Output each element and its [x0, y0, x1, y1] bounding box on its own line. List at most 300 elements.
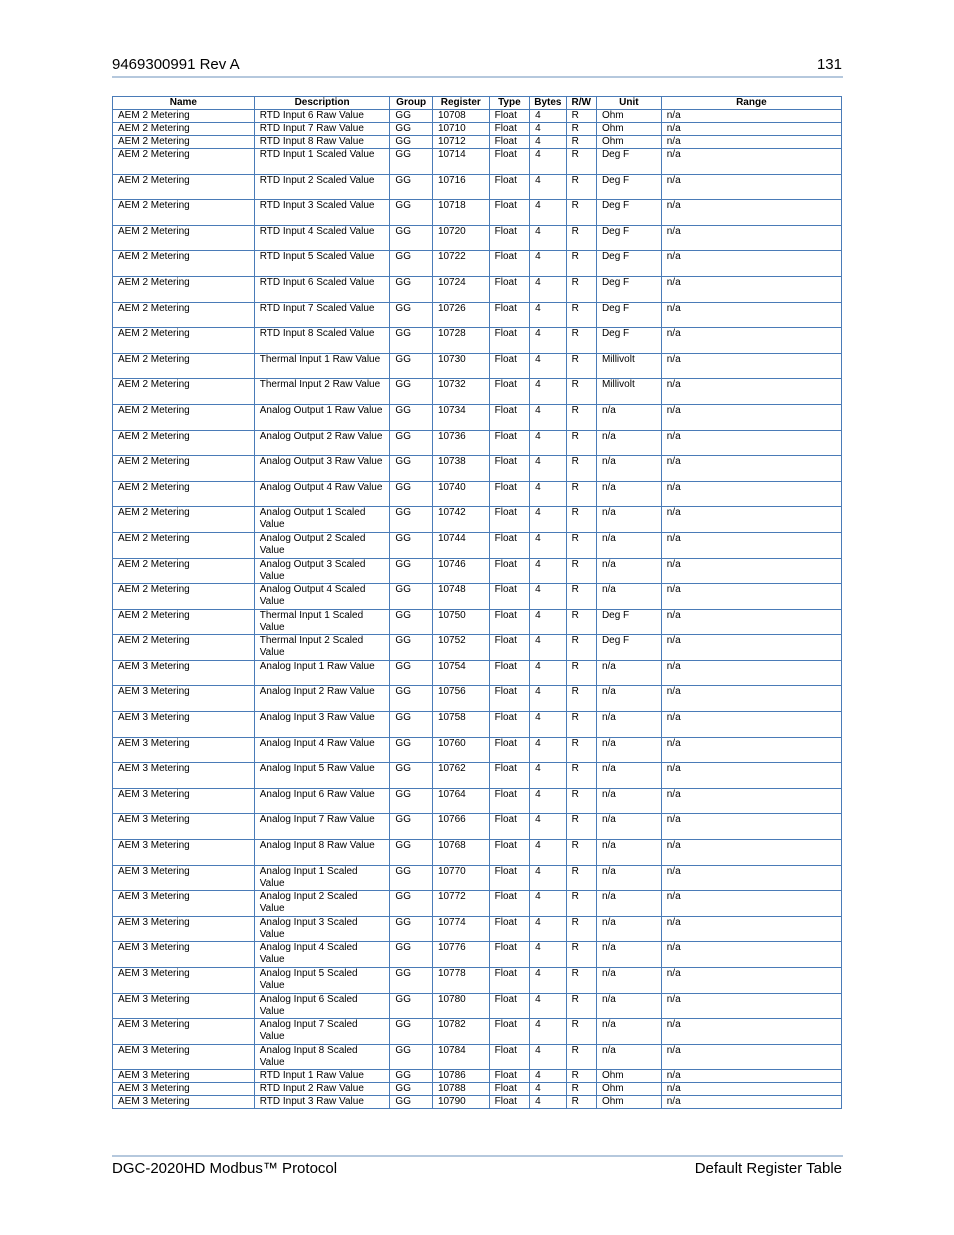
table-row [113, 404, 842, 430]
cell-group: GG [390, 763, 433, 789]
cell-range: n/a [661, 584, 841, 610]
cell-rw: R [566, 891, 596, 917]
cell-bytes: 4 [530, 968, 566, 994]
cell-range: n/a [661, 379, 841, 405]
cell-rw: R [566, 584, 596, 610]
cell-bytes: 4 [530, 788, 566, 814]
cell-group: GG [390, 942, 433, 968]
cell-range: n/a [661, 123, 841, 136]
cell-group: GG [390, 814, 433, 840]
cell-bytes: 4 [530, 149, 566, 175]
cell-description: RTD Input 4 Scaled Value [254, 225, 390, 251]
cell-name: AEM 2 Metering [113, 149, 255, 175]
cell-register: 10738 [432, 456, 489, 482]
cell-rw: R [566, 174, 596, 200]
cell-register: 10756 [432, 686, 489, 712]
cell-name: AEM 3 Metering [113, 1096, 255, 1109]
cell-group: GG [390, 379, 433, 405]
cell-group: GG [390, 225, 433, 251]
cell-range: n/a [661, 558, 841, 584]
cell-group: GG [390, 174, 433, 200]
cell-range: n/a [661, 968, 841, 994]
cell-unit: n/a [596, 456, 661, 482]
cell-type: Float [489, 660, 530, 686]
cell-description: Analog Input 6 Scaled Value [254, 993, 390, 1019]
table-row [113, 123, 842, 136]
cell-group: GG [390, 110, 433, 123]
cell-group: GG [390, 1019, 433, 1045]
header-divider [112, 76, 843, 78]
table-row [113, 353, 842, 379]
cell-group: GG [390, 302, 433, 328]
cell-register: 10712 [432, 136, 489, 149]
cell-bytes: 4 [530, 174, 566, 200]
cell-rw: R [566, 609, 596, 635]
cell-range: n/a [661, 225, 841, 251]
table-row [113, 110, 842, 123]
cell-group: GG [390, 1083, 433, 1096]
cell-rw: R [566, 481, 596, 507]
column-header: Range [661, 97, 841, 110]
cell-rw: R [566, 712, 596, 738]
cell-name: AEM 3 Metering [113, 1070, 255, 1083]
cell-name: AEM 2 Metering [113, 635, 255, 661]
cell-group: GG [390, 149, 433, 175]
cell-description: RTD Input 3 Raw Value [254, 1096, 390, 1109]
page-number: 131 [816, 56, 842, 73]
cell-rw: R [566, 200, 596, 226]
cell-range: n/a [661, 1019, 841, 1045]
cell-bytes: 4 [530, 404, 566, 430]
cell-group: GG [390, 136, 433, 149]
cell-type: Float [489, 840, 530, 866]
cell-name: AEM 3 Metering [113, 891, 255, 917]
page-header [112, 56, 842, 76]
cell-type: Float [489, 814, 530, 840]
cell-description: Analog Input 8 Raw Value [254, 840, 390, 866]
cell-name: AEM 3 Metering [113, 1044, 255, 1070]
cell-rw: R [566, 507, 596, 533]
cell-name: AEM 3 Metering [113, 788, 255, 814]
cell-register: 10746 [432, 558, 489, 584]
cell-group: GG [390, 993, 433, 1019]
cell-description: RTD Input 7 Scaled Value [254, 302, 390, 328]
cell-rw: R [566, 788, 596, 814]
cell-register: 10770 [432, 865, 489, 891]
cell-rw: R [566, 532, 596, 558]
cell-register: 10750 [432, 609, 489, 635]
cell-range: n/a [661, 200, 841, 226]
cell-unit: n/a [596, 558, 661, 584]
table-row [113, 993, 842, 1019]
cell-register: 10734 [432, 404, 489, 430]
cell-description: Analog Input 7 Raw Value [254, 814, 390, 840]
cell-bytes: 4 [530, 251, 566, 277]
cell-register: 10718 [432, 200, 489, 226]
cell-type: Float [489, 302, 530, 328]
cell-type: Float [489, 1096, 530, 1109]
cell-bytes: 4 [530, 225, 566, 251]
cell-range: n/a [661, 788, 841, 814]
register-table [112, 96, 842, 1109]
table-row [113, 276, 842, 302]
section-title: Default Register Table [694, 1160, 842, 1177]
cell-register: 10758 [432, 712, 489, 738]
cell-description: Thermal Input 2 Raw Value [254, 379, 390, 405]
cell-unit: Deg F [596, 276, 661, 302]
cell-range: n/a [661, 993, 841, 1019]
cell-group: GG [390, 430, 433, 456]
cell-type: Float [489, 968, 530, 994]
cell-unit: n/a [596, 660, 661, 686]
cell-rw: R [566, 1044, 596, 1070]
cell-name: AEM 2 Metering [113, 276, 255, 302]
cell-description: Thermal Input 1 Scaled Value [254, 609, 390, 635]
cell-group: GG [390, 276, 433, 302]
cell-range: n/a [661, 840, 841, 866]
cell-type: Float [489, 149, 530, 175]
cell-bytes: 4 [530, 123, 566, 136]
cell-group: GG [390, 1044, 433, 1070]
cell-register: 10742 [432, 507, 489, 533]
cell-register: 10732 [432, 379, 489, 405]
table-row [113, 635, 842, 661]
cell-description: Analog Input 6 Raw Value [254, 788, 390, 814]
cell-unit: Ohm [596, 1083, 661, 1096]
cell-name: AEM 3 Metering [113, 763, 255, 789]
cell-unit: n/a [596, 993, 661, 1019]
cell-type: Float [489, 200, 530, 226]
cell-bytes: 4 [530, 840, 566, 866]
cell-name: AEM 2 Metering [113, 481, 255, 507]
cell-description: Analog Input 1 Raw Value [254, 660, 390, 686]
cell-name: AEM 3 Metering [113, 916, 255, 942]
table-row [113, 1096, 842, 1109]
cell-register: 10762 [432, 763, 489, 789]
cell-rw: R [566, 814, 596, 840]
cell-description: Analog Input 4 Raw Value [254, 737, 390, 763]
cell-bytes: 4 [530, 110, 566, 123]
cell-type: Float [489, 993, 530, 1019]
cell-name: AEM 3 Metering [113, 712, 255, 738]
cell-type: Float [489, 379, 530, 405]
column-header: Type [489, 97, 530, 110]
cell-group: GG [390, 123, 433, 136]
cell-range: n/a [661, 507, 841, 533]
cell-type: Float [489, 609, 530, 635]
cell-rw: R [566, 1070, 596, 1083]
cell-range: n/a [661, 1096, 841, 1109]
cell-name: AEM 2 Metering [113, 532, 255, 558]
cell-register: 10764 [432, 788, 489, 814]
cell-description: Analog Input 1 Scaled Value [254, 865, 390, 891]
cell-range: n/a [661, 149, 841, 175]
cell-register: 10752 [432, 635, 489, 661]
cell-name: AEM 2 Metering [113, 328, 255, 354]
cell-type: Float [489, 328, 530, 354]
cell-description: RTD Input 8 Raw Value [254, 136, 390, 149]
cell-name: AEM 3 Metering [113, 814, 255, 840]
cell-rw: R [566, 1019, 596, 1045]
column-header: R/W [566, 97, 596, 110]
cell-rw: R [566, 993, 596, 1019]
cell-bytes: 4 [530, 993, 566, 1019]
cell-bytes: 4 [530, 1044, 566, 1070]
cell-type: Float [489, 123, 530, 136]
cell-range: n/a [661, 251, 841, 277]
table-row [113, 609, 842, 635]
cell-name: AEM 3 Metering [113, 865, 255, 891]
cell-name: AEM 2 Metering [113, 353, 255, 379]
cell-name: AEM 3 Metering [113, 686, 255, 712]
cell-description: RTD Input 1 Scaled Value [254, 149, 390, 175]
cell-rw: R [566, 136, 596, 149]
cell-description: RTD Input 1 Raw Value [254, 1070, 390, 1083]
cell-rw: R [566, 276, 596, 302]
document-number: 9469300991 Rev A [112, 56, 240, 73]
cell-range: n/a [661, 302, 841, 328]
table-row [113, 1044, 842, 1070]
cell-bytes: 4 [530, 584, 566, 610]
cell-range: n/a [661, 1083, 841, 1096]
cell-range: n/a [661, 1044, 841, 1070]
cell-name: AEM 2 Metering [113, 430, 255, 456]
cell-unit: n/a [596, 916, 661, 942]
cell-range: n/a [661, 276, 841, 302]
cell-unit: n/a [596, 788, 661, 814]
cell-type: Float [489, 481, 530, 507]
cell-range: n/a [661, 328, 841, 354]
cell-description: Analog Input 2 Scaled Value [254, 891, 390, 917]
cell-unit: Deg F [596, 174, 661, 200]
cell-description: RTD Input 2 Scaled Value [254, 174, 390, 200]
cell-rw: R [566, 763, 596, 789]
cell-register: 10714 [432, 149, 489, 175]
table-row [113, 225, 842, 251]
table-row [113, 840, 842, 866]
cell-register: 10722 [432, 251, 489, 277]
cell-group: GG [390, 456, 433, 482]
cell-description: Analog Output 2 Scaled Value [254, 532, 390, 558]
cell-name: AEM 2 Metering [113, 136, 255, 149]
cell-name: AEM 3 Metering [113, 942, 255, 968]
table-header-row [113, 97, 842, 110]
cell-bytes: 4 [530, 635, 566, 661]
cell-bytes: 4 [530, 328, 566, 354]
cell-description: RTD Input 6 Scaled Value [254, 276, 390, 302]
cell-range: n/a [661, 609, 841, 635]
cell-register: 10720 [432, 225, 489, 251]
cell-unit: n/a [596, 737, 661, 763]
column-header: Description [254, 97, 390, 110]
cell-bytes: 4 [530, 302, 566, 328]
cell-type: Float [489, 136, 530, 149]
table-row [113, 712, 842, 738]
table-row [113, 481, 842, 507]
cell-range: n/a [661, 430, 841, 456]
cell-group: GG [390, 200, 433, 226]
cell-name: AEM 3 Metering [113, 1019, 255, 1045]
table-row [113, 788, 842, 814]
cell-group: GG [390, 507, 433, 533]
cell-range: n/a [661, 404, 841, 430]
cell-description: Analog Output 2 Raw Value [254, 430, 390, 456]
cell-unit: Deg F [596, 302, 661, 328]
cell-description: Analog Input 7 Scaled Value [254, 1019, 390, 1045]
cell-bytes: 4 [530, 558, 566, 584]
cell-bytes: 4 [530, 737, 566, 763]
cell-range: n/a [661, 814, 841, 840]
cell-description: Analog Input 8 Scaled Value [254, 1044, 390, 1070]
cell-register: 10736 [432, 430, 489, 456]
cell-group: GG [390, 865, 433, 891]
cell-bytes: 4 [530, 481, 566, 507]
cell-unit: Deg F [596, 200, 661, 226]
cell-group: GG [390, 891, 433, 917]
cell-unit: n/a [596, 481, 661, 507]
cell-description: RTD Input 5 Scaled Value [254, 251, 390, 277]
cell-register: 10766 [432, 814, 489, 840]
table-row [113, 814, 842, 840]
cell-description: Analog Input 3 Scaled Value [254, 916, 390, 942]
cell-description: Analog Input 3 Raw Value [254, 712, 390, 738]
cell-type: Float [489, 404, 530, 430]
cell-rw: R [566, 737, 596, 763]
table-row [113, 456, 842, 482]
cell-range: n/a [661, 481, 841, 507]
cell-name: AEM 2 Metering [113, 174, 255, 200]
cell-range: n/a [661, 865, 841, 891]
cell-bytes: 4 [530, 1083, 566, 1096]
cell-description: Analog Output 4 Raw Value [254, 481, 390, 507]
cell-description: Analog Input 5 Raw Value [254, 763, 390, 789]
table-row [113, 968, 842, 994]
cell-group: GG [390, 532, 433, 558]
cell-type: Float [489, 353, 530, 379]
cell-rw: R [566, 942, 596, 968]
column-header: Unit [596, 97, 661, 110]
cell-rw: R [566, 686, 596, 712]
cell-bytes: 4 [530, 942, 566, 968]
cell-register: 10780 [432, 993, 489, 1019]
cell-register: 10778 [432, 968, 489, 994]
cell-type: Float [489, 1044, 530, 1070]
cell-rw: R [566, 916, 596, 942]
cell-range: n/a [661, 686, 841, 712]
cell-range: n/a [661, 891, 841, 917]
cell-rw: R [566, 1096, 596, 1109]
cell-group: GG [390, 481, 433, 507]
cell-register: 10786 [432, 1070, 489, 1083]
cell-bytes: 4 [530, 891, 566, 917]
cell-description: Analog Output 1 Scaled Value [254, 507, 390, 533]
cell-description: RTD Input 8 Scaled Value [254, 328, 390, 354]
table-row [113, 149, 842, 175]
table-row [113, 660, 842, 686]
cell-register: 10774 [432, 916, 489, 942]
cell-bytes: 4 [530, 1019, 566, 1045]
cell-group: GG [390, 558, 433, 584]
cell-unit: Deg F [596, 225, 661, 251]
table-row [113, 942, 842, 968]
cell-name: AEM 3 Metering [113, 993, 255, 1019]
table-row [113, 686, 842, 712]
cell-group: GG [390, 968, 433, 994]
cell-unit: Deg F [596, 251, 661, 277]
cell-unit: n/a [596, 430, 661, 456]
cell-bytes: 4 [530, 379, 566, 405]
cell-rw: R [566, 379, 596, 405]
cell-description: Analog Input 5 Scaled Value [254, 968, 390, 994]
cell-group: GG [390, 737, 433, 763]
cell-group: GG [390, 788, 433, 814]
cell-bytes: 4 [530, 200, 566, 226]
cell-unit: n/a [596, 814, 661, 840]
cell-bytes: 4 [530, 712, 566, 738]
cell-group: GG [390, 1096, 433, 1109]
product-name: DGC-2020HD Modbus™ Protocol [112, 1160, 338, 1177]
cell-unit: Millivolt [596, 379, 661, 405]
table-row [113, 430, 842, 456]
cell-type: Float [489, 712, 530, 738]
cell-type: Float [489, 1070, 530, 1083]
cell-bytes: 4 [530, 276, 566, 302]
cell-description: Thermal Input 2 Scaled Value [254, 635, 390, 661]
cell-name: AEM 3 Metering [113, 968, 255, 994]
cell-group: GG [390, 353, 433, 379]
cell-unit: n/a [596, 404, 661, 430]
cell-bytes: 4 [530, 430, 566, 456]
cell-range: n/a [661, 456, 841, 482]
table-row [113, 891, 842, 917]
cell-unit: Ohm [596, 1070, 661, 1083]
cell-type: Float [489, 110, 530, 123]
cell-rw: R [566, 225, 596, 251]
cell-description: Analog Output 4 Scaled Value [254, 584, 390, 610]
cell-range: n/a [661, 660, 841, 686]
cell-group: GG [390, 251, 433, 277]
cell-unit: n/a [596, 686, 661, 712]
cell-unit: n/a [596, 865, 661, 891]
cell-name: AEM 2 Metering [113, 404, 255, 430]
cell-range: n/a [661, 712, 841, 738]
cell-rw: R [566, 123, 596, 136]
cell-bytes: 4 [530, 136, 566, 149]
cell-name: AEM 2 Metering [113, 609, 255, 635]
cell-group: GG [390, 660, 433, 686]
column-header: Name [113, 97, 255, 110]
table-row [113, 328, 842, 354]
cell-name: AEM 3 Metering [113, 1083, 255, 1096]
cell-name: AEM 2 Metering [113, 507, 255, 533]
cell-group: GG [390, 404, 433, 430]
cell-unit: n/a [596, 968, 661, 994]
cell-rw: R [566, 302, 596, 328]
cell-register: 10730 [432, 353, 489, 379]
cell-name: AEM 2 Metering [113, 251, 255, 277]
cell-unit: Millivolt [596, 353, 661, 379]
cell-bytes: 4 [530, 532, 566, 558]
cell-description: RTD Input 7 Raw Value [254, 123, 390, 136]
cell-unit: Deg F [596, 149, 661, 175]
cell-rw: R [566, 404, 596, 430]
cell-range: n/a [661, 353, 841, 379]
cell-unit: Ohm [596, 110, 661, 123]
cell-description: Analog Output 3 Scaled Value [254, 558, 390, 584]
cell-type: Float [489, 635, 530, 661]
cell-register: 10710 [432, 123, 489, 136]
cell-description: Analog Input 2 Raw Value [254, 686, 390, 712]
